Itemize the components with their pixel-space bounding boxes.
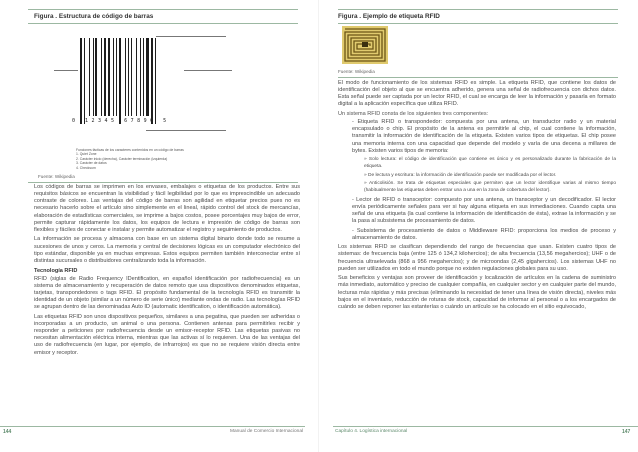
figure-bottom-rule	[338, 77, 618, 78]
paragraph: Los códigos de barras se imprimen en los envases, embalajes o etiquetas de los productos. Entre sus requisitos básicos se encuentran la visibilidad y fácil legibilidad por lo que es imprescindible un adecuado contraste de colores. Las ventajas del código de barras son agilidad en etiquetar precios pues no es necesario hacerlo sobre el artículo sino simplemente en el lineal, rápido control del stock de mercancías, elaboración de estadísticas comerciales, se imprime a bajos costos, posee porcentajes muy bajos de error, permite capturar rápidamente los datos, los equipos de lectura e impresión de código de barras son flexibles y fáciles de conectar e instalar y permite automatizar el registro y seguimiento de productos.	[34, 184, 300, 233]
barcode-bar	[155, 38, 156, 124]
figure-caption-barcode: Figura . Estructura de código de barras	[34, 13, 154, 20]
barcode-bar	[136, 38, 137, 116]
barcode-bar	[89, 38, 90, 116]
barcode-bar	[93, 38, 94, 116]
figure-source: Fuente: Wikipedia	[38, 174, 75, 179]
barcode-digits: 0 12345 67890 5	[72, 118, 170, 124]
callout-start-char	[156, 36, 226, 37]
figure-bottom-rule	[28, 182, 298, 183]
paragraph: RFID (siglas de Radio Frequency IDentification, en español identificación por radiofrecuencia) es un sistema de almacenamiento y recuperación de datos remoto que usa dispositivos denominados etiquetas, tarjetas, transpondedores o tags RFID. El propósito fundamental de la tecnología RFID es transmitir la identidad de un objeto (similar a un número de serie único) mediante ondas de radio. Las tecnologías RFID se agrupan dentro de las denominadas Auto ID (automatic identification, o identificación automática).	[34, 275, 300, 311]
section-heading: Tecnología RFID	[34, 267, 78, 274]
barcode-note: 1. Quiet Zone	[76, 152, 97, 157]
barcode-note: 3. Carácter de datos	[76, 161, 107, 166]
barcode-bar	[128, 38, 130, 116]
barcode-figure	[46, 30, 282, 170]
paragraph: - Lector de RFID o transceptor: compuesto por una antena, un transceptor y un decodificador. El lector envía periódicamente señales para ver si hay alguna etiqueta en sus inmediaciones. Cuando capta una señal de una etiqueta (la cual contiene la información de identificación de ésta), extrae la información y se la pasa al subsistema de procesamiento de datos.	[352, 196, 616, 225]
rfid-tag-image	[342, 26, 388, 64]
page-number: 147	[622, 429, 631, 435]
page-number: 144	[3, 429, 12, 435]
barcode-bar	[116, 38, 117, 116]
right-body-text	[338, 80, 616, 313]
barcode-notes	[76, 148, 184, 170]
barcode-note: 4. Checksum	[76, 165, 96, 170]
paragraph: Sus beneficios y ventajas son proveer de identificación y localización de artículos en la cadena de suministro más inmediato, automático y preciso de cualquier compañía, en cualquier sector y en cualquier parte del mundo, lecturas más rápidas y más precisas (eliminando la necesidad de tener una línea de visión directa), niveles más bajos en el inventario, reducción de roturas de stock, capacidad de informar al personal o a los encargados de cuándo se deben reponer las estanterías o cuándo un artículo se ha colocado en el sitio equivocado,	[338, 275, 616, 310]
barcode-bar	[140, 38, 141, 116]
barcode-bar	[95, 38, 97, 116]
footer-chapter: Capítulo 4. Logística internacional	[335, 429, 408, 434]
barcode-bar	[84, 38, 85, 124]
figure-top-rule	[28, 9, 298, 10]
callout-quiet-zone-right	[184, 70, 232, 71]
callout-quiet-zone	[54, 70, 78, 71]
paragraph: » Anticolisión. Se trata de etiquetas especiales que permiten que un lector identifique varias al mismo tiempo (habitualmente las etiquetas deben entrar una a una en la zona de cobertura del lector).	[364, 181, 616, 193]
barcode-bar	[113, 38, 114, 116]
figure-source: Fuente: Wikipedia	[338, 69, 375, 74]
paragraph: - Etiqueta RFID o transpondedor: compuesta por una antena, un transductor radio y un material encapsulado o chip. El propósito de la antena es permitirle al chip, el cual contiene la información, transmitir la información de identificación de la etiqueta. Existen varios tipos de etiquetas. El chip posee una memoria interna con una capacidad que depende del modelo y varía de una decena a millares de bytes. Existen varios tipos de memoria:	[352, 119, 616, 154]
figure-caption-rfid: Figura . Ejemplo de etiqueta RFID	[338, 13, 440, 20]
barcode-bar	[143, 38, 145, 116]
barcode-note: 2. Carácter inicio (derecha), Carácter terminación (izquierda)	[76, 156, 168, 161]
paragraph: Los sistemas RFID se clasifican dependiendo del rango de frecuencias que usan. Existen cuatro tipos de sistemas: de frecuencia baja (entre 125 ó 134,2 kilohercios); de alta frecuencia (13,56 megahercios); UHF o de frecuencia ultraelevada (868 a 956 megahercios); y de microondas (2,45 gigahercios). Los sistemas UHF no pueden ser utilizados en todo el mundo porque no existen regulaciones globales para su uso.	[338, 244, 616, 272]
list-intro: Un sistema RFID consta de los siguientes tres componentes:	[338, 111, 489, 118]
barcode-bars	[80, 38, 182, 124]
footer-rule	[333, 426, 638, 427]
footer-rule	[0, 426, 305, 427]
footer-title: Manual de Comercio Internacional	[230, 429, 304, 434]
paragraph: - Subsistema de procesamiento de datos o Middleware RFID: proporciona los medios de proceso y almacenamiento de datos.	[352, 227, 616, 241]
paragraph: » Solo lectura: el código de identificación que contiene es único y es personalizado durante la fabricación de la etiqueta.	[364, 157, 616, 169]
barcode-bar	[119, 38, 122, 124]
barcode-bar	[80, 38, 82, 124]
paragraph: La información se procesa y almacena con base en un sistema digital binario donde todo se resume a sucesiones de unos y ceros. La memoria y central de decisiones lógicas es un computador electrónico del tipo estándar, disponible ya en muchas empresas. Estos equipos permiten también interconectar entre sí distintas sucursales o distribuidores centralizando toda la información.	[34, 236, 300, 264]
barcode-bar	[131, 38, 132, 116]
barcode-bar	[101, 38, 102, 116]
left-body-text	[34, 184, 300, 359]
paragraph: Las etiquetas RFID son unos dispositivos pequeños, similares a una pegatina, que pueden ser adheridas o incorporadas a un producto, un animal o una persona. Contienen antenas para permitirles recibir y responder a peticiones por radiofrecuencia desde un emisor-receptor RFID. Las etiquetas pasivas no necesitan alimentación eléctrica interna, mientras que las activas sí lo requieren. Una de las ventajas del uso de radiofrecuencia (en lugar, por ejemplo, de infrarrojos) es que no se requiere visión directa entre emisor y receptor.	[34, 313, 300, 356]
barcode-bar	[104, 38, 106, 116]
figure-caption-rule	[338, 23, 618, 24]
barcode-bar	[125, 38, 126, 116]
callout-checksum	[146, 130, 226, 131]
barcode-bar	[108, 38, 111, 116]
paragraph: » De lectura y escritura: la información de identificación puede ser modificada por el lector.	[364, 172, 557, 178]
barcode-bar	[146, 38, 149, 116]
page-gutter	[318, 0, 319, 452]
figure-top-rule	[338, 9, 618, 10]
barcode-note: Funciones fácticas de los caracteres contenidos en un código de barras	[76, 148, 184, 152]
barcode-bar	[151, 38, 153, 124]
figure-caption-rule	[28, 23, 298, 24]
paragraph: El modo de funcionamiento de los sistemas RFID es simple. La etiqueta RFID, que contiene los datos de identificación del objeto al que se encuentra adherido, genera una señal de radiofrecuencia con dichos datos. Esta señal puede ser captada por un lector RFID, el cual se encarga de leer la información y pasarla en formato digital a la aplicación específica que utiliza RFID.	[338, 80, 616, 108]
